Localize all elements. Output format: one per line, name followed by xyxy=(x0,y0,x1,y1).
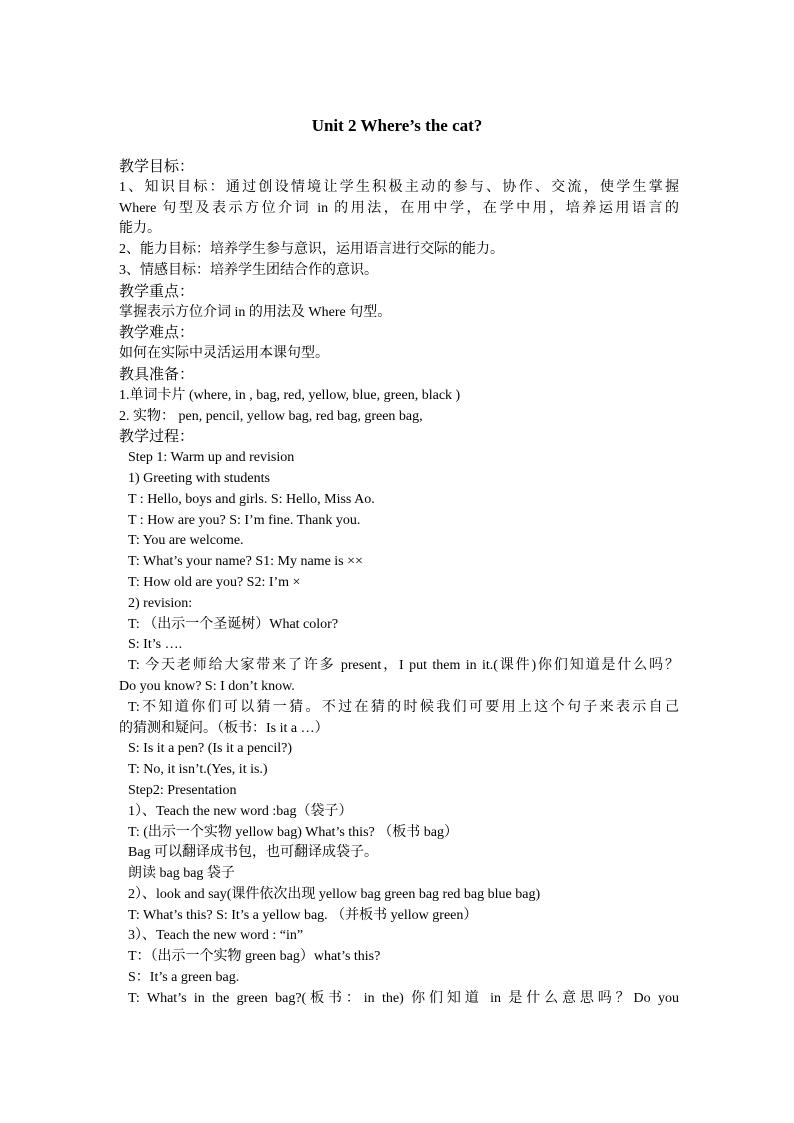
paragraph-line: T: How old are you? S2: I’m × xyxy=(128,574,301,590)
paragraph-line: 2）、look and say(课件依次出现 yellow bag green bag red bag blue bag) xyxy=(128,886,541,902)
paragraph-line: T : How are you? S: I’m fine. Thank you. xyxy=(128,512,361,528)
paragraph-line: S: It’s …. xyxy=(128,637,183,653)
section-heading-materials: 教具准备： xyxy=(119,366,195,383)
paragraph-line: Where 句型及表示方位介词 in 的用法，在用中学，在学中用，培养运用语言的 xyxy=(119,200,679,216)
paragraph-line: T : Hello, boys and girls. S: Hello, Miss Ao. xyxy=(128,491,375,507)
paragraph-line: Bag 可以翻译成书包，也可翻译成袋子。 xyxy=(128,845,379,861)
paragraph-line: T: What’s this? S: It’s a yellow bag. （并板书 yellow green） xyxy=(128,907,478,923)
paragraph-line: 的猜测和疑问。（板书：Is it a …） xyxy=(119,720,329,736)
paragraph-line: 2) revision: xyxy=(128,595,193,611)
paragraph-line: Step2: Presentation xyxy=(128,782,237,798)
paragraph-line: T: No, it isn’t.(Yes, it is.) xyxy=(128,762,268,778)
section-heading-objectives: 教学目标： xyxy=(119,159,195,175)
paragraph-line: 能力。 xyxy=(119,221,161,237)
paragraph-line: T: What’s your name? S1: My name is ×× xyxy=(128,554,363,570)
paragraph-line: 掌握表示方位介词 in 的用法及 Where 句型。 xyxy=(119,304,392,320)
section-heading-procedure: 教学过程： xyxy=(119,429,195,446)
paragraph-line: 2、能力目标：培养学生参与意识，运用语言进行交际的能力。 xyxy=(119,242,504,258)
paragraph-line: T: （出示一个圣诞树）What color? xyxy=(128,616,339,632)
paragraph-line: 朗读 bag bag 袋子 xyxy=(128,866,235,882)
paragraph-line: T: You are welcome. xyxy=(128,533,244,549)
paragraph-line: 3、情感目标：培养学生团结合作的意识。 xyxy=(119,262,378,278)
section-heading-difficulties: 教学难点： xyxy=(119,325,195,342)
paragraph-line: 1、知识目标：通过创设情境让学生积极主动的参与、协作、交流，使学生掌握 xyxy=(119,179,679,195)
paragraph-line: T: 今天老师给大家带来了许多 present，I put them in it.(课件)你们知道是什么吗？ xyxy=(128,658,679,674)
paragraph-line: 1）、Teach the new word :bag（袋子） xyxy=(128,803,353,819)
document-title: Unit 2 Where’s the cat? xyxy=(311,116,483,135)
paragraph-line: Step 1: Warm up and revision xyxy=(128,450,295,466)
document-body xyxy=(119,157,679,1010)
paragraph-line: 如何在实际中灵活运用本课句型。 xyxy=(119,346,329,362)
paragraph-line: 3）、Teach the new word : “in” xyxy=(128,928,304,944)
paragraph-line: T：（出示一个实物 green bag）what’s this? xyxy=(128,949,381,965)
paragraph-line: 1.单词卡片 (where, in , bag, red, yellow, blue, green, black ) xyxy=(119,387,461,403)
paragraph-line: 2. 实物： pen, pencil, yellow bag, red bag, green bag, xyxy=(119,408,423,424)
section-heading-key-points: 教学重点： xyxy=(119,283,195,300)
paragraph-line: T:不知道你们可以猜一猜。不过在猜的时候我们可要用上这个句子来表示自己 xyxy=(128,699,679,715)
paragraph-line: S: Is it a pen? (Is it a pencil?) xyxy=(128,741,293,757)
paragraph-line: Do you know? S: I don’t know. xyxy=(119,678,295,694)
paragraph-line: S：It’s a green bag. xyxy=(128,970,240,986)
paragraph-line: T: (出示一个实物 yellow bag) What’s this? （板书 bag） xyxy=(128,824,458,840)
paragraph-line: 1) Greeting with students xyxy=(128,470,270,486)
paragraph-line: T: What’s in the green bag?(板书：in the) 你们知道 in 是什么意思吗？Do you xyxy=(128,990,679,1006)
